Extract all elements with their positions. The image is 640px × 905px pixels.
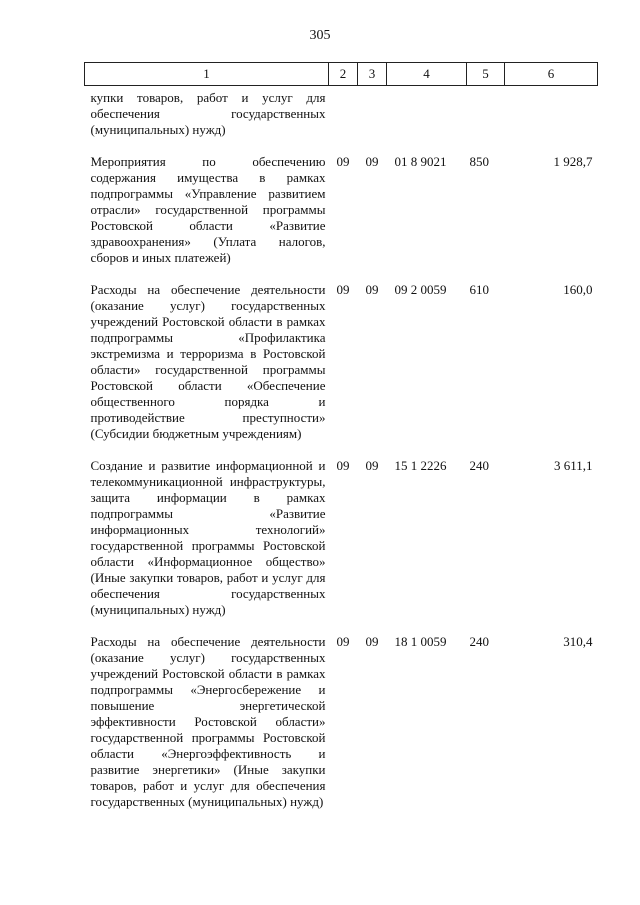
row-description: Расходы на обеспечение деятельности (оказание услуг) государственных учреждений Ростовской области в рамках подпрограммы «Профилактика экстремизма и терроризма в Ростовской области» государственной программы Ростовской области «Обеспечение общественного порядка и противодействие преступности» (Субсидии бюджетным учреждениям) — [90, 282, 326, 441]
header-col-3: 3 — [358, 63, 387, 86]
row-amount: 160,0 — [563, 282, 593, 297]
header-col-6: 6 — [505, 63, 598, 86]
row-amount: 3 611,1 — [553, 458, 593, 473]
row-pr: 09 — [365, 634, 379, 649]
table-row — [85, 442, 598, 618]
row-amount: 310,4 — [563, 634, 593, 649]
table-row — [85, 266, 598, 442]
row-csr: 01 8 9021 — [394, 154, 447, 169]
row-vr: 240 — [469, 634, 489, 649]
row-description: Мероприятия по обеспечению содержания имущества в рамках подпрограммы «Управление развитием отрасли» государственной программы Ростовской области «Развитие здравоохранения» (Уплата налогов, сборов и иных платежей) — [90, 154, 326, 265]
row-vr: 850 — [469, 154, 489, 169]
row-pr: 09 — [365, 458, 379, 473]
table-header-row — [85, 63, 598, 86]
row-pr: 09 — [365, 154, 379, 169]
row-csr: 15 1 2226 — [394, 458, 447, 473]
table-row-continuation — [85, 86, 598, 139]
row-description: купки товаров, работ и услуг для обеспечения государственных (муниципальных) нужд) — [90, 90, 326, 137]
row-amount: 1 928,7 — [553, 154, 593, 169]
row-vr: 240 — [469, 458, 489, 473]
row-rz: 09 — [336, 154, 350, 169]
row-vr: 610 — [469, 282, 489, 297]
row-rz: 09 — [336, 634, 350, 649]
budget-table — [84, 62, 598, 810]
row-description: Создание и развитие информационной и телекоммуникационной инфраструктуры, защита информации в рамках подпрограммы «Развитие информационных технологий» государственной программы Ростовской области «Информационное общество» (Иные закупки товаров, работ и услуг для обеспечения государственных (муниципальных) нужд) — [90, 458, 326, 617]
row-description: Расходы на обеспечение деятельности (оказание услуг) государственных учреждений Ростовской области в рамках подпрограммы «Энергосбережение и повышение энергетической эффективности Ростовской области» государственной программы Ростовской области «Энергоэффективность и развитие энергетики» (Иные закупки товаров, работ и услуг для обеспечения государственных (муниципальных) нужд) — [90, 634, 326, 809]
table-row — [85, 618, 598, 810]
row-pr: 09 — [365, 282, 379, 297]
row-csr: 09 2 0059 — [394, 282, 447, 297]
header-col-2: 2 — [329, 63, 358, 86]
header-col-5: 5 — [467, 63, 505, 86]
page-number: 305 — [309, 28, 331, 43]
header-col-4: 4 — [387, 63, 467, 86]
row-csr: 18 1 0059 — [394, 634, 447, 649]
row-rz: 09 — [336, 458, 350, 473]
table-row — [85, 138, 598, 266]
row-rz: 09 — [336, 282, 350, 297]
header-col-1: 1 — [85, 63, 329, 86]
